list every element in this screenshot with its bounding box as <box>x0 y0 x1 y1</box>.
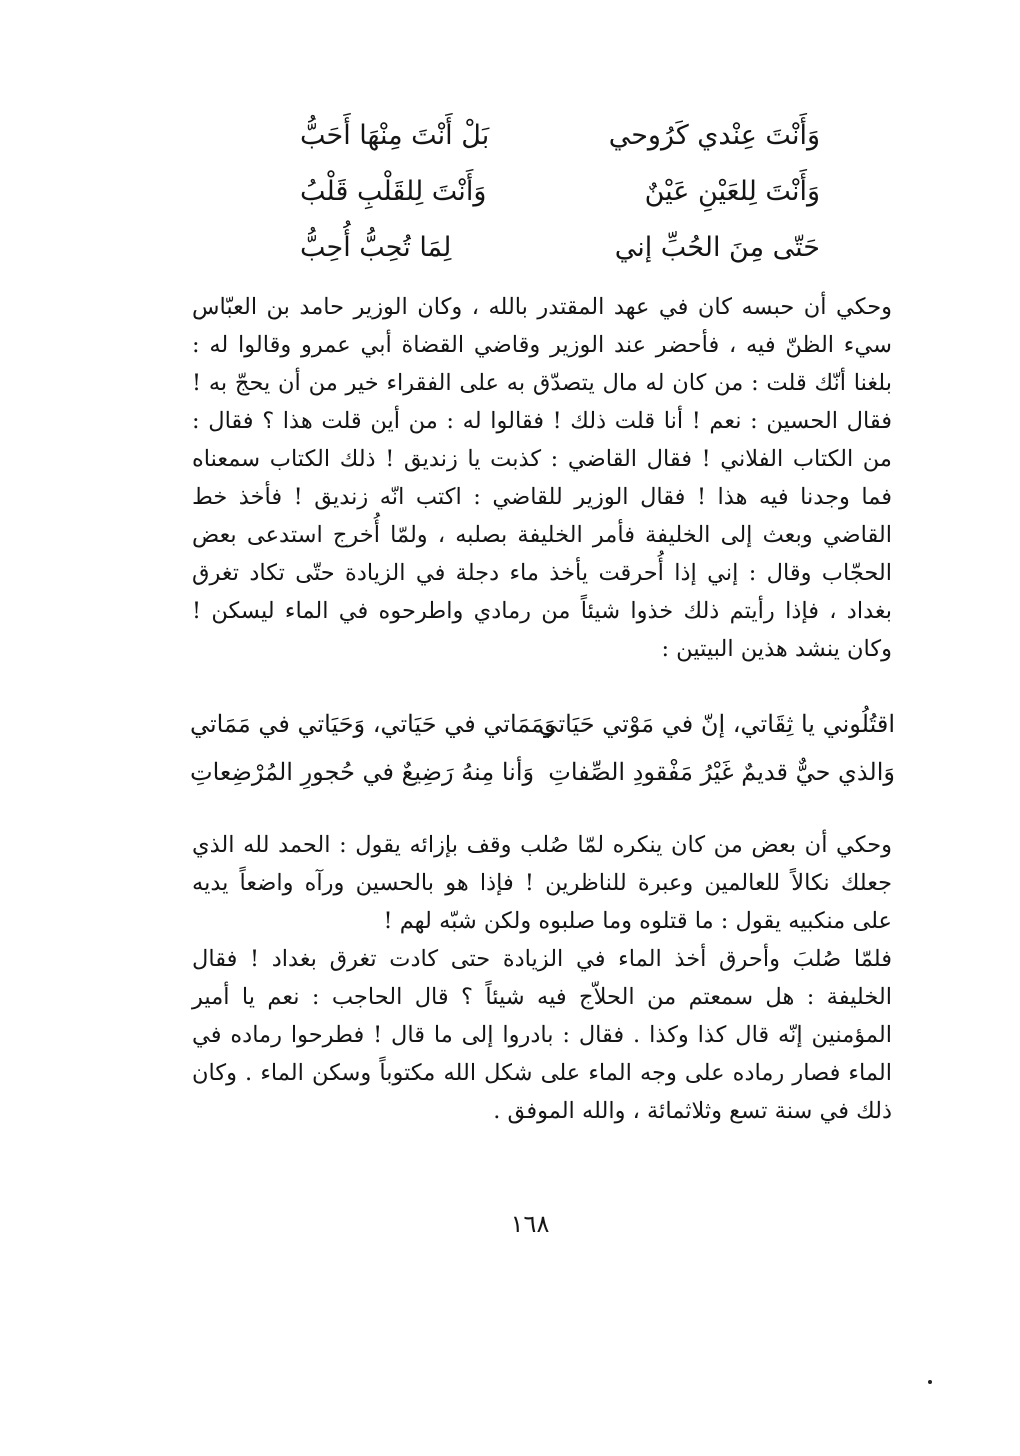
verse-first-hemistich: اقتُلُوني يا ثِقَاتي، إنّ في مَوْتي حَيَاتي <box>538 710 895 738</box>
verse-second-hemistich: وَأَنْتَ لِلقَلْبِ قَلْبُ <box>300 176 487 207</box>
verse-first-hemistich: وَالذي حيٌّ قديمٌ غَيْرُ مَفْقودِ الصِّفاتِ <box>548 758 895 786</box>
verse-first-hemistich: حَتّى مِنَ الحُبِّ إني <box>614 232 820 263</box>
verse-second-hemistich: وَمَمَاتي في حَيَاتي، وَحَيَاتي في مَمَاتي <box>190 710 556 738</box>
quoted-verses <box>190 706 895 802</box>
paragraph-trial-account <box>192 288 892 668</box>
verse-second-hemistich: بَلْ أَنْتَ مِنْهَا أَحَبُّ <box>300 120 490 151</box>
paragraph-text: وحكي أن بعض من كان ينكره لمّا صُلب وقف بإزائه يقول : الحمد لله الذي جعلك نكالاً للعالمين وعبرة للناظرين ! فإذا هو بالحسين ورآه واضعاً يديه على منكبيه يقول : ما قتلوه وما صلبوه ولكن شبّه لهم ! <box>192 832 892 934</box>
opening-verses <box>300 112 820 280</box>
verse-line <box>300 224 820 280</box>
page-number: ١٦٨ <box>510 1210 550 1238</box>
verse-line <box>300 112 820 168</box>
verse-second-hemistich: وَأنا مِنهُ رَضِيعٌ في حُجورِ المُرْضِعاتِ <box>190 758 535 786</box>
verse-line <box>300 168 820 224</box>
scan-speck <box>928 1380 932 1384</box>
verse-second-hemistich: لِمَا تُحِبُّ أُحِبُّ <box>300 232 452 263</box>
paragraph-text: وحكي أن حبسه كان في عهد المقتدر بالله ، وكان الوزير حامد بن العبّاس سيء الظنّ فيه ، فأحضر عند الوزير وقاضي القضاة أبي عمرو وقالوا له : بلغنا أنّك قلت : من كان له مال يتصدّق به على الفقراء خير من أن يحجّ به ! فقال الحسين : نعم ! أنا قلت ذلك ! فقالوا له : من أين قلت هذا ؟ فقال : من الكتاب الفلاني ! فقال القاضي : كذبت يا زنديق ! ذلك الكتاب سمعناه فما وجدنا فيه هذا ! فقال الوزير للقاضي : اكتب انّه زنديق ! فأخذ خط القاضي وبعث إلى الخليفة فأمر الخليفة بصلبه ، ولمّا أُخرج استدعى بعض الحجّاب وقال : إني إذا أُحرقت يأخذ ماء دجلة في الزيادة حتّى تكاد تغرق بغداد ، فإذا رأيتم ذلك خذوا شيئاً من رمادي واطرحوه في الماء ليسكن ! وكان ينشد هذين البيتين : <box>192 294 892 662</box>
paragraph-text: فلمّا صُلبَ وأحرق أخذ الماء في الزيادة حتى كادت تغرق بغداد ! فقال الخليفة : هل سمعتم من الحلاّج فيه شيئاً ؟ قال الحاجب : نعم يا أمير المؤمنين إنّه قال كذا وكذا . فقال : بادروا إلى ما قال ! فطرحوا رماده في الماء فصار رماده على وجه الماء على شكل الله مكتوباً وسكن الماء . وكان ذلك في سنة تسع وثلاثمائة ، والله الموفق . <box>192 946 892 1124</box>
verse-line <box>190 706 895 754</box>
verse-first-hemistich: وَأَنْتَ عِنْدي كَرُوحي <box>608 120 820 151</box>
paragraph-crucifixion-account <box>192 826 892 1130</box>
verse-line <box>190 754 895 802</box>
verse-first-hemistich: وَأَنْتَ لِلعَيْنِ عَيْنٌ <box>644 176 820 207</box>
